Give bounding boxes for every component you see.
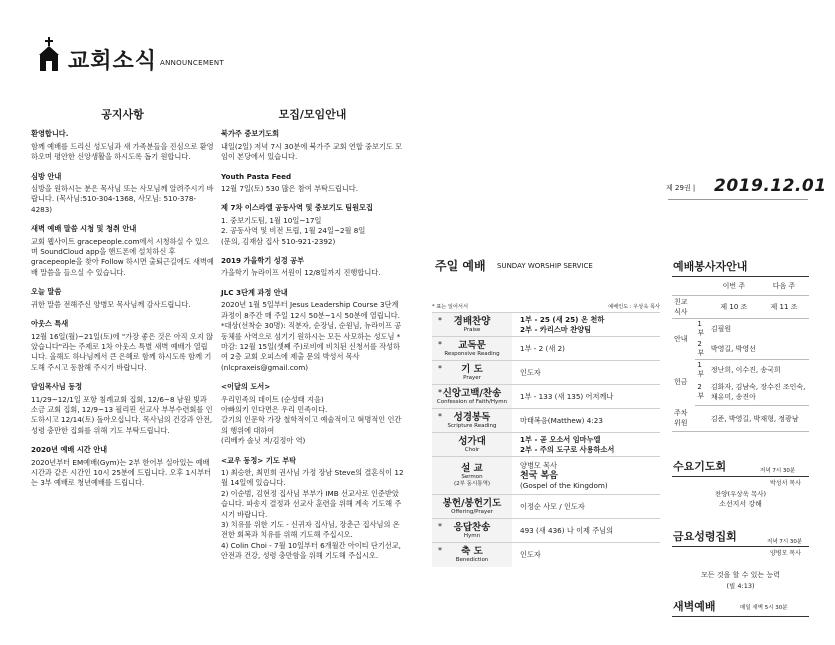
this-week-header: 이번 주 — [709, 278, 759, 295]
item-english: Scripture Reading — [447, 422, 497, 429]
item-detail: 493 (새 436) 나 이제 주님의 — [520, 525, 614, 535]
item-detail: 마태복음(Matthew) 4:23 — [520, 415, 603, 425]
worship-item — [432, 409, 660, 433]
item-english: Offering/Prayer — [451, 508, 493, 515]
recruit-line: 4) Colin Choi - 7월 10일부터 6개월간 아이티 단기선교, 안전과 건강, 성령 충만함을 위해 기도해 주십시오. — [221, 540, 401, 561]
page-subtitle: ANNOUNCEMENT — [160, 59, 225, 67]
item-detail: (Gospel of the Kingdom) — [520, 480, 608, 490]
announcement-item — [31, 129, 214, 162]
recruit-title: JLC 3단계 과정 안내 — [221, 287, 288, 297]
item-english: Hymn — [463, 532, 481, 539]
recruit-item — [221, 129, 404, 162]
recruit-line: 1) 최승한, 최민희 권사님 가정 장남 Steve의 결혼식이 12월 14일에 있습니다. — [221, 467, 404, 488]
next-week-header: 다음 주 — [759, 278, 809, 295]
worship-subtitle: SUNDAY WORSHIP SERVICE — [497, 262, 593, 270]
item-name: 경배찬양 — [453, 315, 491, 327]
announcement-item — [31, 445, 214, 489]
recruit-line: 2. 공동사역 및 비전 트립, 1월 24일~2월 8일 — [221, 226, 366, 236]
stand-marker: * — [438, 546, 442, 555]
announcement-item — [31, 319, 214, 373]
recruit-body: 2020년 1월 5일부터 Jesus Leadership Course 3단계 과정이 8주간 매 주일 12시 50분~1시 50분에 열립니다. *대상(선착순 30명): 직분자, 순장님, 순원님, 뉴라이프 공동체를 사역으로 섬기기 원하시는 모든 사모하는 성도님 *마감: 12월 15일(셋째 주)로비에 비치된 신청서를 작성하여 2층 교회 오피스에 제출 문의 박성서 목사 (nlcpraxeis@gmail.com) — [221, 300, 402, 372]
recruit-line: 2) 이순범, 김현정 집사님 부부가 IMB 선교사로 인준받았습니다. 파송지 결정과 선교사 훈련을 위해 계속 기도해 주시기 바랍니다. — [221, 488, 402, 519]
announcement-body: 2020년부터 EM예배(Gym)는 2부 한어부 실아있는 예배 시간과 같은 시간인 10시 25분에 드립니다. 오후 1시부터는 3부 예배로 청년예배를 드립니다. — [31, 457, 212, 488]
recruit-line: 우리민족의 데이트 (순성태 지음) — [221, 394, 324, 404]
announcement-body: 심방을 원하시는 분은 목사님 또는 사모님께 알려주시기 바랍니다. (목사님:510-304-1368, 사모님: 510-378-4283) — [31, 184, 214, 214]
item-english: Benediction — [455, 556, 489, 563]
recruit-body: 12월 7일(토) 530 많은 참여 부탁드립니다. — [221, 184, 359, 194]
recruit-title: Youth Pasta Feed — [221, 171, 292, 181]
announcement-body: 귀한 말씀 전해주신 양병모 목사님께 감사드립니다. — [31, 299, 191, 309]
worship-item — [432, 313, 660, 337]
announcement-item — [31, 382, 214, 436]
announcements-heading: 공지사항 — [101, 108, 144, 121]
wednesday-time: 저녁 7시 30분 — [760, 468, 796, 474]
divider — [672, 476, 809, 477]
announcement-title: 아웃스 특새 — [31, 319, 69, 329]
servants-title: 예배봉사자안내 — [673, 260, 748, 273]
stand-marker: * — [438, 364, 442, 373]
worship-item — [432, 543, 660, 567]
item-detail: 1부 - 133 (새 135) 어저께나 — [520, 391, 614, 401]
item-english: Confession of Faith/Hymn — [436, 398, 508, 405]
servant-part: 1부 — [697, 360, 705, 378]
recruit-item — [221, 382, 404, 446]
announcement-body: 12월 16일(월)~21일(토)에 "가장 좋은 것은 아직 오지 않았습니다"라는 주제로 1차 아웃스 특별 새벽 예배가 열립니다. 올해도 하나님께서 큰 은혜로 함께 하시도록 함께 기도해 주시고 동참해 주시기 바랍니다. — [31, 331, 214, 372]
friday-time: 저녁 7시 30분 — [767, 539, 803, 545]
stand-marker: * — [438, 316, 442, 325]
divider — [672, 276, 809, 277]
recruit-item — [221, 172, 404, 195]
worship-title: 주일 예배 — [435, 259, 486, 273]
page-title: 교회소식 — [68, 49, 158, 74]
item-name: 축 도 — [461, 545, 483, 557]
item-detail: 이정순 사모 / 인도자 — [520, 501, 585, 511]
recruit-title: 제 7차 이스라엘 공동사역 및 중보기도 팀원모집 — [221, 203, 373, 213]
wednesday-line: 소선지서 강해 — [719, 500, 762, 508]
announcement-title: 환영합니다. — [31, 129, 69, 139]
item-detail: 1부 - 곧 오소서 임마누엘 — [520, 434, 601, 444]
worship-item — [432, 385, 660, 409]
friday-title: 금요성령집회 — [673, 530, 737, 543]
servant-names: 박영길, 박영선 — [709, 339, 809, 360]
announcement-title: 심방 안내 — [31, 171, 62, 181]
item-english: Choir — [464, 446, 480, 453]
servant-part: 2부 — [695, 339, 709, 360]
servant-part: 2부 — [695, 380, 709, 406]
announcement-item — [31, 287, 214, 310]
announcement-body: 11/29~12/1일 포항 침례교회 집회, 12/6~8 남원 빛과 소금 교회 집회, 12/9~13 필리핀 선교사 부부수련회를 인도하시고 12/14(토) 돌아오십니다. 목사님의 건강과 안전, 성령 충만한 집회를 위해 기도 부탁드립니다. — [31, 394, 213, 435]
friday-line: (빌 4:13) — [726, 582, 755, 590]
item-detail: 1부 - 25 (새 25) 온 천하 — [520, 314, 605, 324]
sermon-title: 천국 복음 — [520, 470, 558, 481]
servant-names: 김필원 — [710, 324, 732, 333]
recruit-column — [221, 110, 404, 571]
announcement-item — [31, 172, 214, 216]
item-detail: 2부 - 카리스마 찬양팀 — [520, 324, 592, 334]
item-detail: 인도자 — [520, 549, 541, 559]
worship-item — [432, 457, 660, 495]
recruit-line: (리베카 솔닛 저/김정아 역) — [221, 436, 306, 446]
announcements-column — [31, 110, 214, 498]
recruit-item — [221, 288, 404, 373]
leader-note: 예배인도 : 우상욱 목사 — [608, 303, 660, 310]
worship-item — [432, 337, 660, 361]
stand-note: * 표는 일어서서 — [432, 303, 468, 310]
item-name: 응답찬송 — [453, 521, 491, 533]
recruit-body: 가을학기 뉴라이프 서원이 12/8일까지 진행합니다. — [221, 268, 381, 278]
recruit-line: (문의, 김재삼 집사 510-921-2392) — [221, 236, 336, 246]
recruit-title: <이달의 도서> — [221, 382, 271, 392]
item-detail: 2부 - 주의 도구로 사용하소서 — [520, 444, 615, 454]
divider — [668, 199, 808, 200]
item-name: 설 교 — [461, 463, 483, 474]
announcement-title: 담임목사님 동정 — [31, 382, 83, 392]
issue-volume: 제 29권 | — [666, 184, 696, 192]
item-english: Prayer — [463, 374, 481, 381]
servant-part: 1부 — [697, 319, 705, 337]
recruit-title: <교우 동정> 기도 부탁 — [221, 455, 297, 465]
stand-marker: * — [438, 412, 442, 421]
worship-item — [432, 361, 660, 385]
issue-date: 2019.12.01 — [714, 176, 827, 196]
announcement-title: 새벽 예배 말씀 시청 및 청취 안내 — [31, 224, 137, 234]
dawn-title: 새벽예배 — [673, 600, 716, 613]
item-english: Sermon — [461, 474, 483, 480]
servant-role: 안내 — [674, 334, 688, 343]
servant-role: 주차위원 — [672, 406, 695, 432]
item-name: 신앙고백/찬송 — [442, 387, 502, 399]
recruit-line: 1. 중보기도팀, 1월 10일~17일 — [221, 215, 322, 225]
stand-marker: * — [438, 340, 442, 349]
item-name: 성경봉독 — [453, 411, 491, 423]
wednesday-leader: 박성서 목사 — [770, 480, 801, 487]
recruit-line: 3) 치유를 위한 기도 - 신귀자 집사님, 장춘근 집사님의 온전한 회복과 치유를 위해 기도해 주십시오. — [221, 520, 400, 540]
recruit-title: 2019 가을학기 성경 공부 — [221, 256, 305, 266]
announcement-title: 2020년 예배 시간 안내 — [31, 445, 108, 455]
recruit-heading: 모집/모임안내 — [278, 108, 347, 121]
worship-item — [432, 519, 660, 543]
item-name: 교독문 — [458, 339, 486, 351]
item-name: 기 도 — [461, 363, 483, 375]
servant-next: 제 11 조 — [759, 295, 809, 318]
item-english: Praise — [463, 326, 481, 333]
recruit-item — [221, 456, 404, 562]
servant-role: 친교식사 — [672, 295, 695, 318]
item-note: (2부 동시통역) — [453, 481, 491, 487]
item-detail: 1부 - 2 (새 2) — [520, 343, 565, 353]
divider — [672, 616, 809, 617]
item-name: 봉헌/봉헌기도 — [442, 497, 502, 509]
church-icon — [37, 37, 61, 71]
recruit-item — [221, 256, 404, 279]
worship-order-table — [432, 300, 660, 567]
servant-this: 제 10 조 — [709, 295, 759, 318]
announcement-title: 오늘 말씀 — [31, 287, 62, 297]
servant-names: 김준, 박영길, 박재형, 정광남 — [709, 406, 809, 432]
recruit-body: 내일(2일) 저녁 7시 30분에 북가주 교회 연합 중보기도 모임이 본당에서 있습니다. — [221, 141, 403, 162]
worship-item — [432, 495, 660, 519]
wednesday-title: 수요기도회 — [673, 460, 727, 473]
divider — [672, 546, 809, 547]
wednesday-line: 찬양(우상욱 목사) — [714, 490, 767, 498]
worship-item — [432, 433, 660, 457]
stand-marker: * — [438, 522, 442, 531]
recruit-line: 갈기의 인문학 가장 철학적이고 예술적이고 혁명적인 인간의 행위에 대하여 — [221, 415, 402, 435]
item-detail: 양병모 목사 — [520, 460, 558, 470]
recruit-title: 북가주 중보기도회 — [221, 129, 280, 139]
friday-line: 모든 것을 할 수 있는 능력 — [701, 571, 780, 579]
stand-marker: * — [438, 388, 442, 397]
announcement-body: 함께 예배를 드리신 성도님과 새 가족분들을 진심으로 환영하오며 평안한 신앙생활을 하시도록 돕기 원합니다. — [31, 141, 214, 162]
friday-leader: 양병모 목사 — [770, 550, 801, 557]
recruit-item — [221, 203, 404, 247]
item-english: Responsive Reading — [444, 350, 500, 357]
servants-table — [672, 278, 809, 432]
item-name: 성가대 — [458, 435, 486, 447]
item-detail: 인도자 — [520, 367, 541, 377]
servant-names: 정난희, 이수진, 송국희 — [710, 365, 781, 374]
dawn-time: 매일 새벽 5시 30분 — [740, 605, 788, 611]
servant-names: 김화자, 김남숙, 장수진 조인숙, 채유미, 송진아 — [709, 380, 809, 406]
announcement-item — [31, 224, 214, 278]
recruit-line: 아빠의키 인다면은 우리 민족이다. — [221, 404, 328, 414]
announcement-body: 교회 웹사이트 gracepeople.com에서 시청하실 수 있으며 SoundCloud app을 핸드폰에 설치하신 후 gracepeople을 찾아 Follow 하시면 출퇴근길에도 새벽예배 말씀을 들으실 수 있습니다. — [31, 236, 214, 277]
servant-role: 헌금 — [674, 378, 688, 387]
